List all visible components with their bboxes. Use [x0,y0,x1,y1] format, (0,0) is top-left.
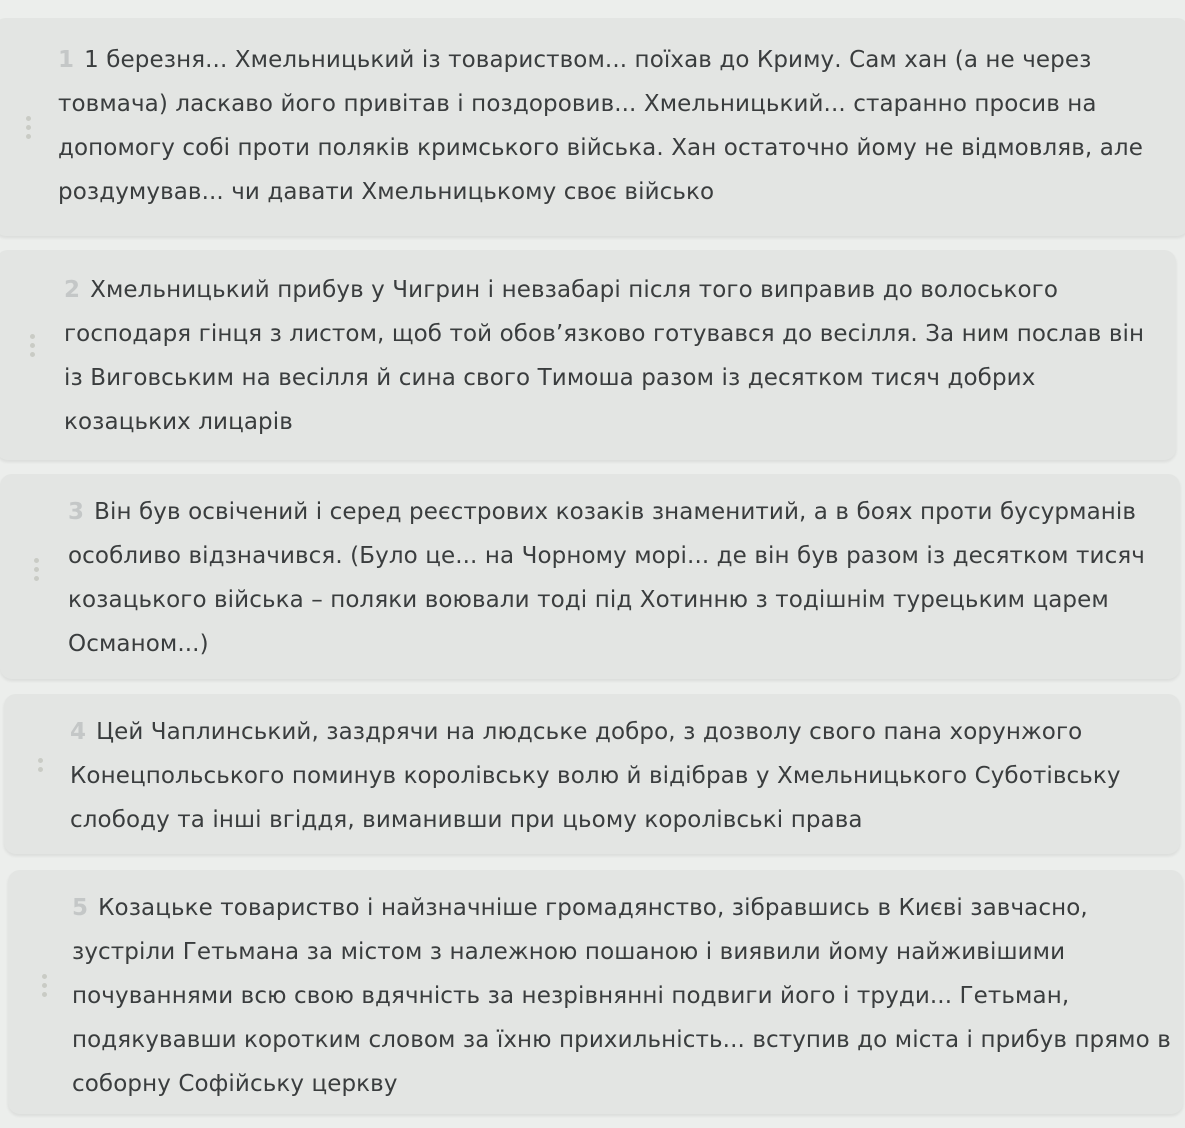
item-text: Цей Чаплинський, заздрячи на людське добро, з дозволу свого пана хорунжого Конецпольського поминув королівську волю й відібрав у Хмельницького Суботівську слободу та інші вгіддя, виманивши при цьому королівські права [70,719,1121,833]
item-text-container [58,38,1168,214]
item-number: 2 [64,277,81,303]
drag-handle-icon[interactable] [38,758,44,772]
list-item[interactable] [0,18,1185,236]
item-text-container [72,886,1172,1106]
item-number: 4 [70,719,87,745]
item-number: 5 [72,895,89,921]
item-text-container [64,268,1164,444]
drag-handle-icon[interactable] [30,334,36,357]
item-text: 1 березня... Хмельницький із товариством... поїхав до Криму. Сам хан (а не через товмача) ласкаво його привітав і поздоровив... Хмельницький... старанно просив на допомогу собі проти поляків кримського війська. Хан остаточно йому не відмовляв, але роздумував... чи давати Хмельницькому своє військо [58,47,1143,205]
drag-handle-icon[interactable] [26,116,32,139]
list-item[interactable] [0,250,1176,460]
list-item[interactable] [8,870,1183,1114]
item-text: Він був освічений і серед реєстрових козаків знаменитий, а в боях проти бусурманів особливо відзначився. (Було це... на Чорному морі... де він був разом із десятком тисяч козацького війська – поляки воювали тоді під Хотинню з тодішнім турецьким царем Османом...) [68,499,1145,657]
list-item[interactable] [0,474,1180,679]
item-text: Хмельницький прибув у Чигрин і невзабарі після того виправив до волоського господаря гінця з листом, щоб той обов’язково готувався до весілля. За ним послав він із Виговським на весілля й сина свого Тимоша разом із десятком тисяч добрих козацьких лицарів [64,277,1145,435]
item-number: 1 [58,47,75,73]
drag-handle-icon[interactable] [42,974,48,997]
item-text-container [70,710,1170,842]
item-number: 3 [68,499,85,525]
drag-handle-icon[interactable] [34,558,40,581]
item-text-container [68,490,1168,666]
item-text: Козацьке товариство і найзначніше громадянство, зібравшись в Києві завчасно, зустріли Гетьмана за містом з належною пошаною і виявили йому найживішими почуваннями всю свою вдячність за незрівнянні подвиги його і труди... Гетьман, подякувавши коротким словом за їхню прихильність... вступив до міста і прибув прямо в соборну Софійську церкву [72,895,1171,1097]
list-item[interactable] [4,694,1180,854]
